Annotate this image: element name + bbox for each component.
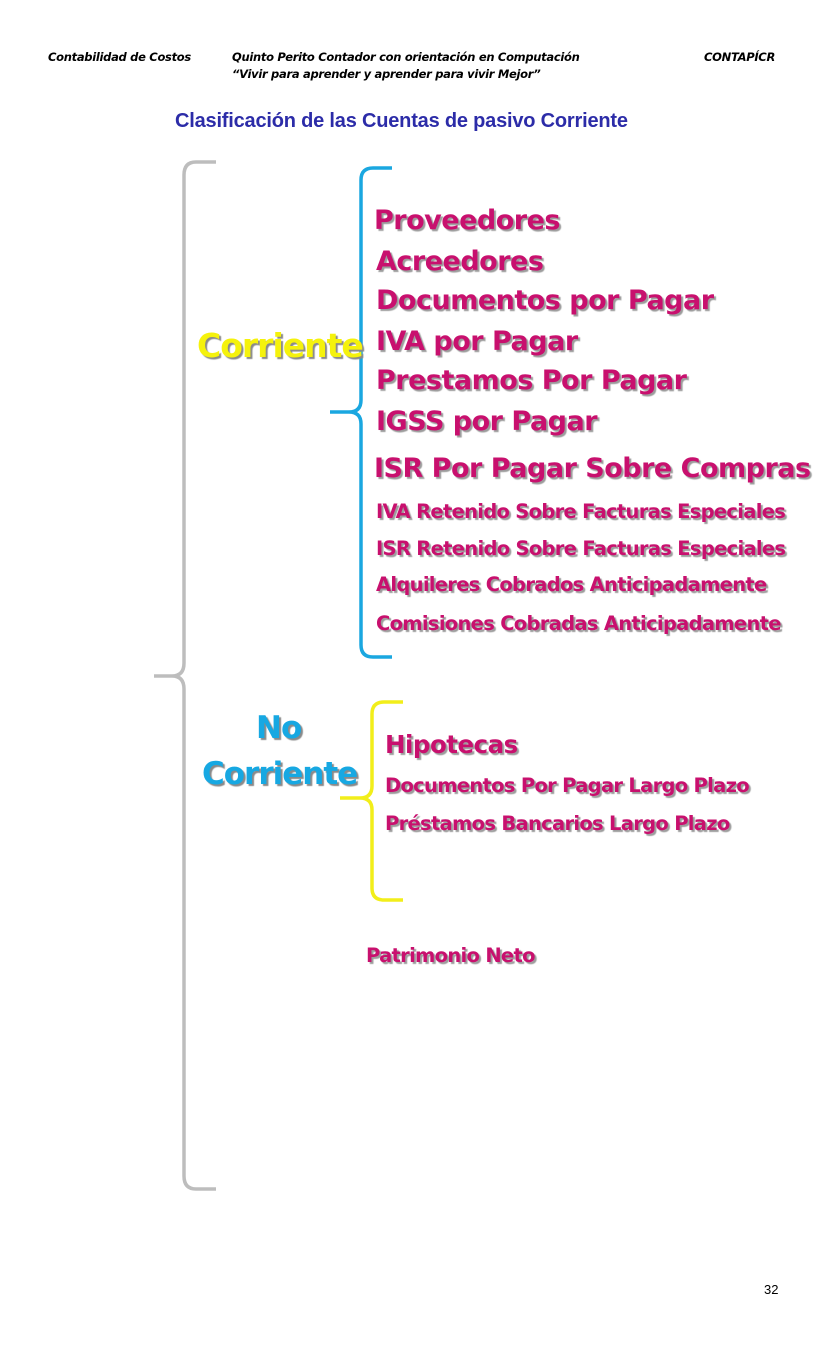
header-center-line2: “Vivir para aprender y aprender para vivir Mejor” [232,67,541,81]
corriente-item-isr-retenido: ISR Retenido Sobre Facturas Especiales [376,537,786,560]
patrimonio-neto: Patrimonio Neto [366,944,535,967]
corriente-label: Corriente [197,326,363,365]
no-corriente-item-documentos-lp: Documentos Por Pagar Largo Plazo [385,774,749,797]
header-left: Contabilidad de Costos [48,50,191,64]
corriente-item-prestamos: Prestamos Por Pagar [376,365,687,396]
no-corriente-item-hipotecas: Hipotecas [385,730,518,759]
corriente-item-acreedores: Acreedores [376,246,544,277]
header-right: CONTAPÍCR [704,50,775,64]
no-corriente-label-line2: Corriente [202,756,358,792]
corriente-item-proveedores: Proveedores [374,205,560,236]
no-corriente-label-line1: No [256,710,302,746]
corriente-item-comisiones: Comisiones Cobradas Anticipadamente [376,612,781,635]
corriente-item-alquileres: Alquileres Cobrados Anticipadamente [376,573,767,596]
corriente-item-igss: IGSS por Pagar [376,406,598,437]
corriente-item-iva: IVA por Pagar [376,326,578,357]
page-title: Clasificación de las Cuentas de pasivo Corriente [175,110,628,132]
outer-bracket [154,162,216,1189]
page-number: 32 [764,1282,779,1297]
header-center-line1: Quinto Perito Contador con orientación en Computación [232,50,580,64]
corriente-item-iva-retenido: IVA Retenido Sobre Facturas Especiales [376,500,786,523]
corriente-item-documentos: Documentos por Pagar [376,285,714,316]
corriente-item-isr-compras: ISR Por Pagar Sobre Compras [374,453,811,484]
no-corriente-item-prestamos-lp: Préstamos Bancarios Largo Plazo [385,812,730,835]
